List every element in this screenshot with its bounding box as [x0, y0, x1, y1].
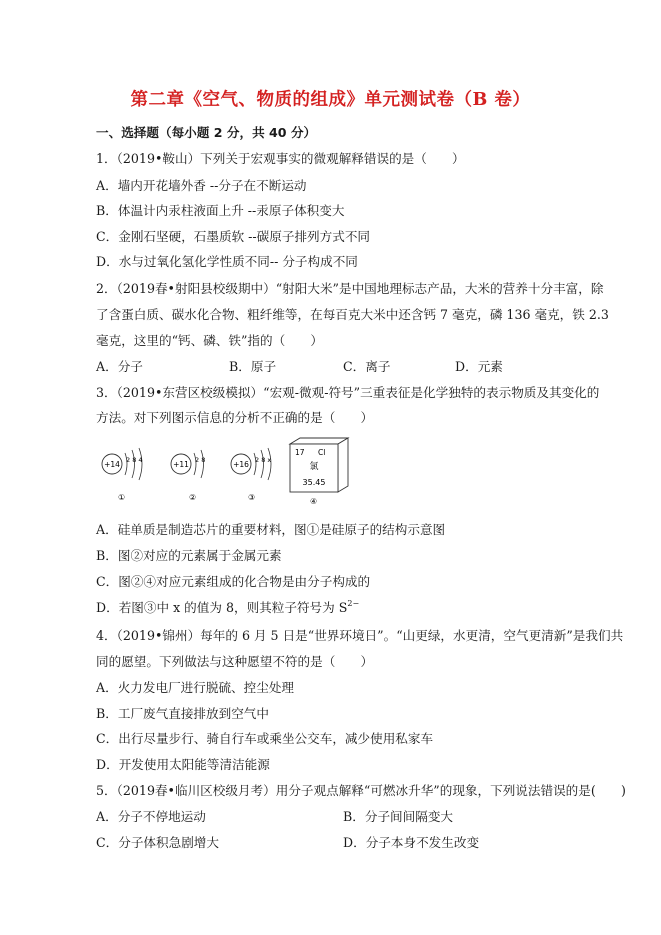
q5-option-d: D．分子本身不发生改变 — [343, 835, 480, 850]
q2-stem-line2: 了含蛋白质、碳水化合物、粗纤维等，在每百克大米中还含钙 7 毫克，磷 136 毫克，铁 2.3 — [96, 307, 609, 322]
nucleus-1: +14 — [104, 460, 120, 469]
q3-stem-line2: 方法。对下列图示信息的分析不正确的是（ ） — [96, 410, 374, 425]
label-1: ① — [118, 493, 126, 502]
q3-option-b: B．图②对应的元素属于金属元素 — [96, 548, 282, 563]
q1-option-d: D．水与过氧化氢化学性质不同-- 分子构成不同 — [96, 254, 358, 269]
q1-option-b: B．体温计内汞柱液面上升 --汞原子体积变大 — [96, 203, 345, 218]
q2-option-c: C．离子 — [343, 359, 391, 374]
nucleus-3: +16 — [233, 460, 249, 469]
q5-option-c: C．分子体积急剧增大 — [96, 835, 219, 850]
q5-stem: 5．（2019春•临川区校级月考）用分子观点解释“可燃冰升华”的现象，下列说法错误的是( ) — [96, 783, 626, 798]
atom-structure-svg — [96, 436, 356, 508]
q5-option-b: B．分子间间隔变大 — [343, 809, 454, 824]
q4-stem-line1: 4．（2019•锦州）每年的 6 月 5 日是“世界环境日”。“山更绿，水更清，空气更清新”是我们共 — [96, 628, 624, 643]
q3-option-a: A．硅单质是制造芯片的重要材料，图①是硅原子的结构示意图 — [96, 522, 446, 537]
element-number: 17 — [295, 448, 305, 457]
element-name: 氯 — [309, 462, 319, 472]
q3-option-d-text: D．若图③中 x 的值为 8，则其粒子符号为 S — [96, 600, 348, 615]
shells-3: 2 8 x — [255, 456, 272, 464]
atom-diagram-1 — [102, 448, 143, 502]
shells-1: 2 8 4 — [126, 456, 143, 464]
q4-stem-line2: 同的愿望。下列做法与这种愿望不符的是（ ） — [96, 654, 374, 669]
element-mass: 35.45 — [302, 478, 326, 487]
q4-option-a: A．火力发电厂进行脱硫、控尘处理 — [96, 680, 295, 695]
ion-charge: 2− — [347, 599, 360, 608]
q2-stem-line3: 毫克，这里的“钙、磷、铁”指的（ ） — [96, 333, 323, 348]
q4-option-d: D．开发使用太阳能等清洁能源 — [96, 757, 270, 772]
page-title: 第二章《空气、物质的组成》单元测试卷（B 卷） — [130, 90, 531, 110]
atom-diagram-3 — [231, 448, 271, 502]
label-4: ④ — [310, 497, 318, 506]
q2-option-b: B．原子 — [229, 359, 277, 374]
q4-option-c: C．出行尽量步行、骑自行车或乘坐公交车，减少使用私家车 — [96, 731, 434, 746]
q3-option-c: C．图②④对应元素组成的化合物是由分子构成的 — [96, 574, 371, 589]
q1-option-c: C．金刚石坚硬，石墨质软 --碳原子排列方式不同 — [96, 229, 371, 244]
nucleus-2: +11 — [173, 460, 189, 469]
label-2: ② — [189, 493, 197, 502]
element-card-chlorine — [290, 438, 348, 506]
q3-option-d — [96, 597, 359, 616]
q4-option-b: B．工厂废气直接排放到空气中 — [96, 706, 269, 721]
q3-stem-line1: 3．（2019•东营区校级模拟）“宏观-微观-符号”三重表征是化学独特的表示物质及其变化的 — [96, 385, 600, 400]
q5-option-a: A．分子不停地运动 — [96, 809, 206, 824]
q2-stem-line1: 2．（2019春•射阳县校级期中）“射阳大米”是中国地理标志产品，大米的营养十分丰富，除 — [96, 281, 604, 296]
q1-stem: 1．（2019•鞍山）下列关于宏观事实的微观解释错误的是（ ） — [96, 151, 465, 166]
q1-option-a: A．墙内开花墙外香 --分子在不断运动 — [96, 178, 307, 193]
label-3: ③ — [248, 493, 256, 502]
shells-2: 2 8 — [195, 456, 206, 464]
section-heading: 一、选择题（每小题 2 分，共 40 分） — [96, 125, 317, 140]
element-symbol: Cl — [318, 448, 326, 457]
q2-option-a: A．分子 — [96, 359, 143, 374]
atom-diagram-2 — [171, 450, 205, 502]
atom-structure-figure — [96, 436, 356, 508]
q2-option-d: D．元素 — [455, 359, 503, 374]
